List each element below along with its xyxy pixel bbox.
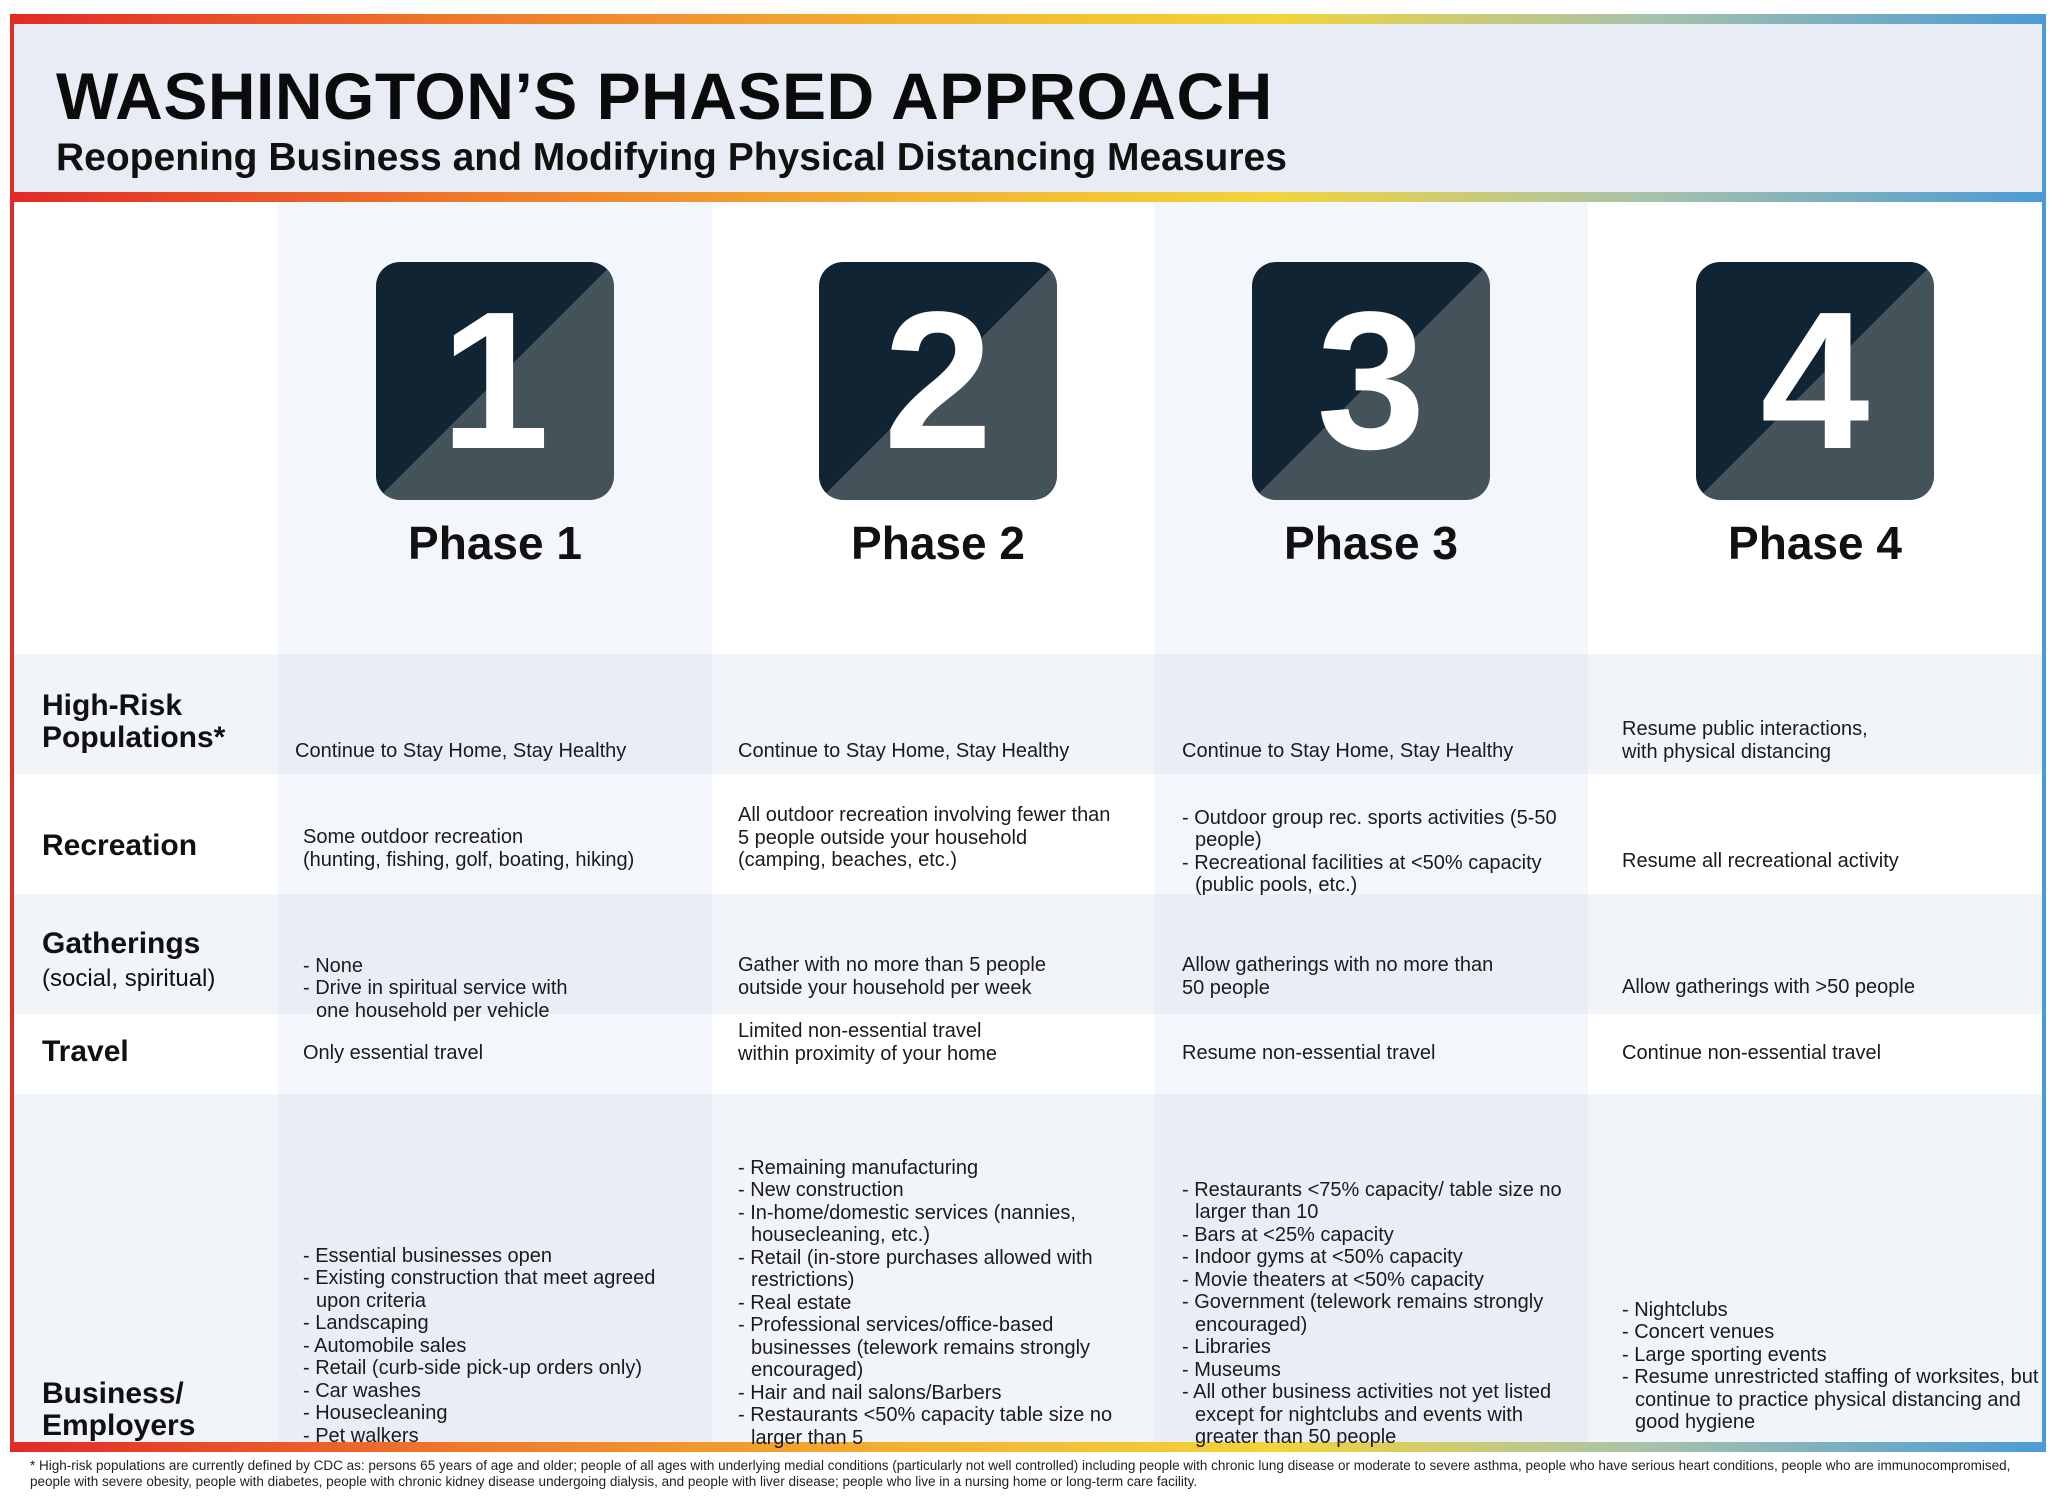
phase-2-tile — [819, 262, 1057, 500]
phase-3-header — [1161, 262, 1581, 570]
list-business-phase-3 — [1182, 1179, 1582, 1449]
cell-high-risk-phase-2: Continue to Stay Home, Stay Healthy — [738, 740, 1070, 762]
list-item: - Retail (curb-side pick-up orders only) — [303, 1357, 693, 1380]
list-item: - Recreational facilities at <50% capacity (public pools, etc.) — [1182, 852, 1582, 897]
cell-gatherings-phase-2: Gather with no more than 5 people outside your household per week — [738, 954, 1046, 999]
cell-high-risk-phase-1: Continue to Stay Home, Stay Healthy — [295, 740, 627, 762]
list-item: - Real estate — [738, 1292, 1138, 1315]
list-item: - Outdoor group rec. sports activities (5-50 people) — [1182, 807, 1582, 852]
phase-1-number: 1 — [440, 271, 550, 490]
phase-1-tile — [376, 262, 614, 500]
infographic-frame — [10, 14, 2046, 1452]
cell-business-phase-2 — [738, 1134, 1138, 1472]
list-item: - Museums — [1182, 1359, 1582, 1382]
phase-1-label: Phase 1 — [408, 517, 582, 569]
phase-4-number: 4 — [1760, 271, 1870, 490]
phase-3-label: Phase 3 — [1284, 517, 1458, 569]
phase-3-number: 3 — [1316, 271, 1426, 490]
row-label-gatherings-title: Gatherings — [42, 927, 201, 960]
list-item: - Car washes — [303, 1380, 693, 1403]
list-item: - Restaurants <75% capacity/ table size no larger than 10 — [1182, 1179, 1582, 1224]
list-item: - Libraries — [1182, 1336, 1582, 1359]
cell-recreation-phase-3 — [1182, 784, 1582, 919]
row-label-gatherings — [42, 928, 215, 991]
cell-gatherings-phase-1 — [303, 932, 603, 1045]
list-recreation-phase-3 — [1182, 807, 1582, 897]
phase-4-tile — [1696, 262, 1934, 500]
phase-2-label: Phase 2 — [851, 517, 1025, 569]
row-label-high-risk: High-Risk Populations* — [42, 689, 226, 754]
list-item: - Hair and nail salons/Barbers — [738, 1382, 1138, 1405]
gradient-bar-top — [10, 14, 2046, 24]
list-item: - Essential businesses open — [303, 1245, 693, 1268]
row-label-recreation: Recreation — [42, 829, 198, 862]
list-item: - All other business activities not yet listed except for nightclubs and events with greater than 50 people — [1182, 1381, 1582, 1449]
phase-2-header — [728, 262, 1148, 570]
list-item: - Resume unrestricted staffing of worksites, but continue to practice physical distancing and good hygiene — [1622, 1366, 2042, 1434]
phase-4-label: Phase 4 — [1728, 517, 1902, 569]
list-item: - Drive in spiritual service with one household per vehicle — [303, 977, 603, 1022]
list-item: - Pet walkers — [303, 1425, 693, 1448]
list-item: - Housecleaning — [303, 1402, 693, 1425]
cell-travel-phase-2: Limited non-essential travel within proximity of your home — [738, 1020, 997, 1065]
list-item: - Remaining manufacturing — [738, 1157, 1138, 1180]
list-item: - New construction — [738, 1179, 1138, 1202]
list-item: - Existing construction that meet agreed upon criteria — [303, 1267, 693, 1312]
cell-business-phase-1 — [303, 1222, 693, 1470]
phase-4-header — [1605, 262, 2025, 570]
list-item: - Landscaping — [303, 1312, 693, 1335]
list-item: - Professional services/office-based businesses (telework remains strongly encouraged) — [738, 1314, 1138, 1382]
list-business-phase-1 — [303, 1245, 693, 1448]
row-label-travel: Travel — [42, 1035, 129, 1068]
phase-1-header — [285, 262, 705, 570]
cell-travel-phase-4: Continue non-essential travel — [1622, 1042, 1882, 1064]
cell-business-phase-4 — [1622, 1276, 2042, 1456]
list-item: - Restaurants <50% capacity table size no larger than 5 — [738, 1404, 1138, 1449]
phase-3-tile — [1252, 262, 1490, 500]
list-business-phase-4 — [1622, 1299, 2042, 1434]
list-item: - Movie theaters at <50% capacity — [1182, 1269, 1582, 1292]
cell-high-risk-phase-4: Resume public interactions, with physical distancing — [1622, 718, 1868, 763]
gradient-bar-divider — [10, 192, 2046, 202]
page-title: WASHINGTON’S PHASED APPROACH — [56, 59, 1273, 133]
list-item: - In-home/domestic services (nannies, housecleaning, etc.) — [738, 1202, 1138, 1247]
cell-travel-phase-1: Only essential travel — [303, 1042, 484, 1064]
list-business-phase-2 — [738, 1157, 1138, 1450]
list-item: - Retail (in-store purchases allowed with restrictions) — [738, 1247, 1138, 1292]
cell-gatherings-phase-3: Allow gatherings with no more than 50 people — [1182, 954, 1494, 999]
phase-table — [14, 202, 2042, 1449]
list-item: - Government (telework remains strongly encouraged) — [1182, 1291, 1582, 1336]
cell-recreation-phase-1: Some outdoor recreation (hunting, fishing, golf, boating, hiking) — [303, 826, 635, 871]
cell-travel-phase-3: Resume non-essential travel — [1182, 1042, 1436, 1064]
row-label-gatherings-sub: (social, spiritual) — [42, 964, 216, 992]
list-gatherings-phase-1 — [303, 955, 603, 1023]
header — [14, 24, 2042, 192]
row-label-business: Business/ Employers — [42, 1377, 196, 1442]
list-item: - Nightclubs — [1622, 1299, 2042, 1322]
list-item: - Automobile sales — [303, 1335, 693, 1358]
list-item: - None — [303, 955, 603, 978]
list-item: - Bars at <25% capacity — [1182, 1224, 1582, 1247]
frame-border-right — [2042, 14, 2046, 1452]
list-item: - Indoor gyms at <50% capacity — [1182, 1246, 1582, 1269]
list-item: - Large sporting events — [1622, 1344, 2042, 1367]
page-subtitle: Reopening Business and Modifying Physical Distancing Measures — [56, 136, 1287, 179]
footnote: * High-risk populations are currently defined by CDC as: persons 65 years of age and older; people of all ages with underlying medial conditions (particularly not well controlled) including people with chronic lung disease or moderate to severe asthma, people who have serious heart conditions, people who are immunocompromised, people with severe obesity, people with diabetes, people with chronic kidney disease undergoing dialysis, and people with liver disease; people who live in a nursing home or long-term care facility. — [30, 1458, 2011, 1489]
cell-high-risk-phase-3: Continue to Stay Home, Stay Healthy — [1182, 740, 1514, 762]
cell-business-phase-3 — [1182, 1156, 1582, 1471]
list-item: - Concert venues — [1622, 1321, 2042, 1344]
cell-gatherings-phase-4: Allow gatherings with >50 people — [1622, 976, 1915, 998]
cell-recreation-phase-4: Resume all recreational activity — [1622, 850, 1899, 872]
phase-2-number: 2 — [883, 271, 993, 490]
cell-recreation-phase-2: All outdoor recreation involving fewer than 5 people outside your household (camping, beaches, etc.) — [738, 804, 1111, 871]
